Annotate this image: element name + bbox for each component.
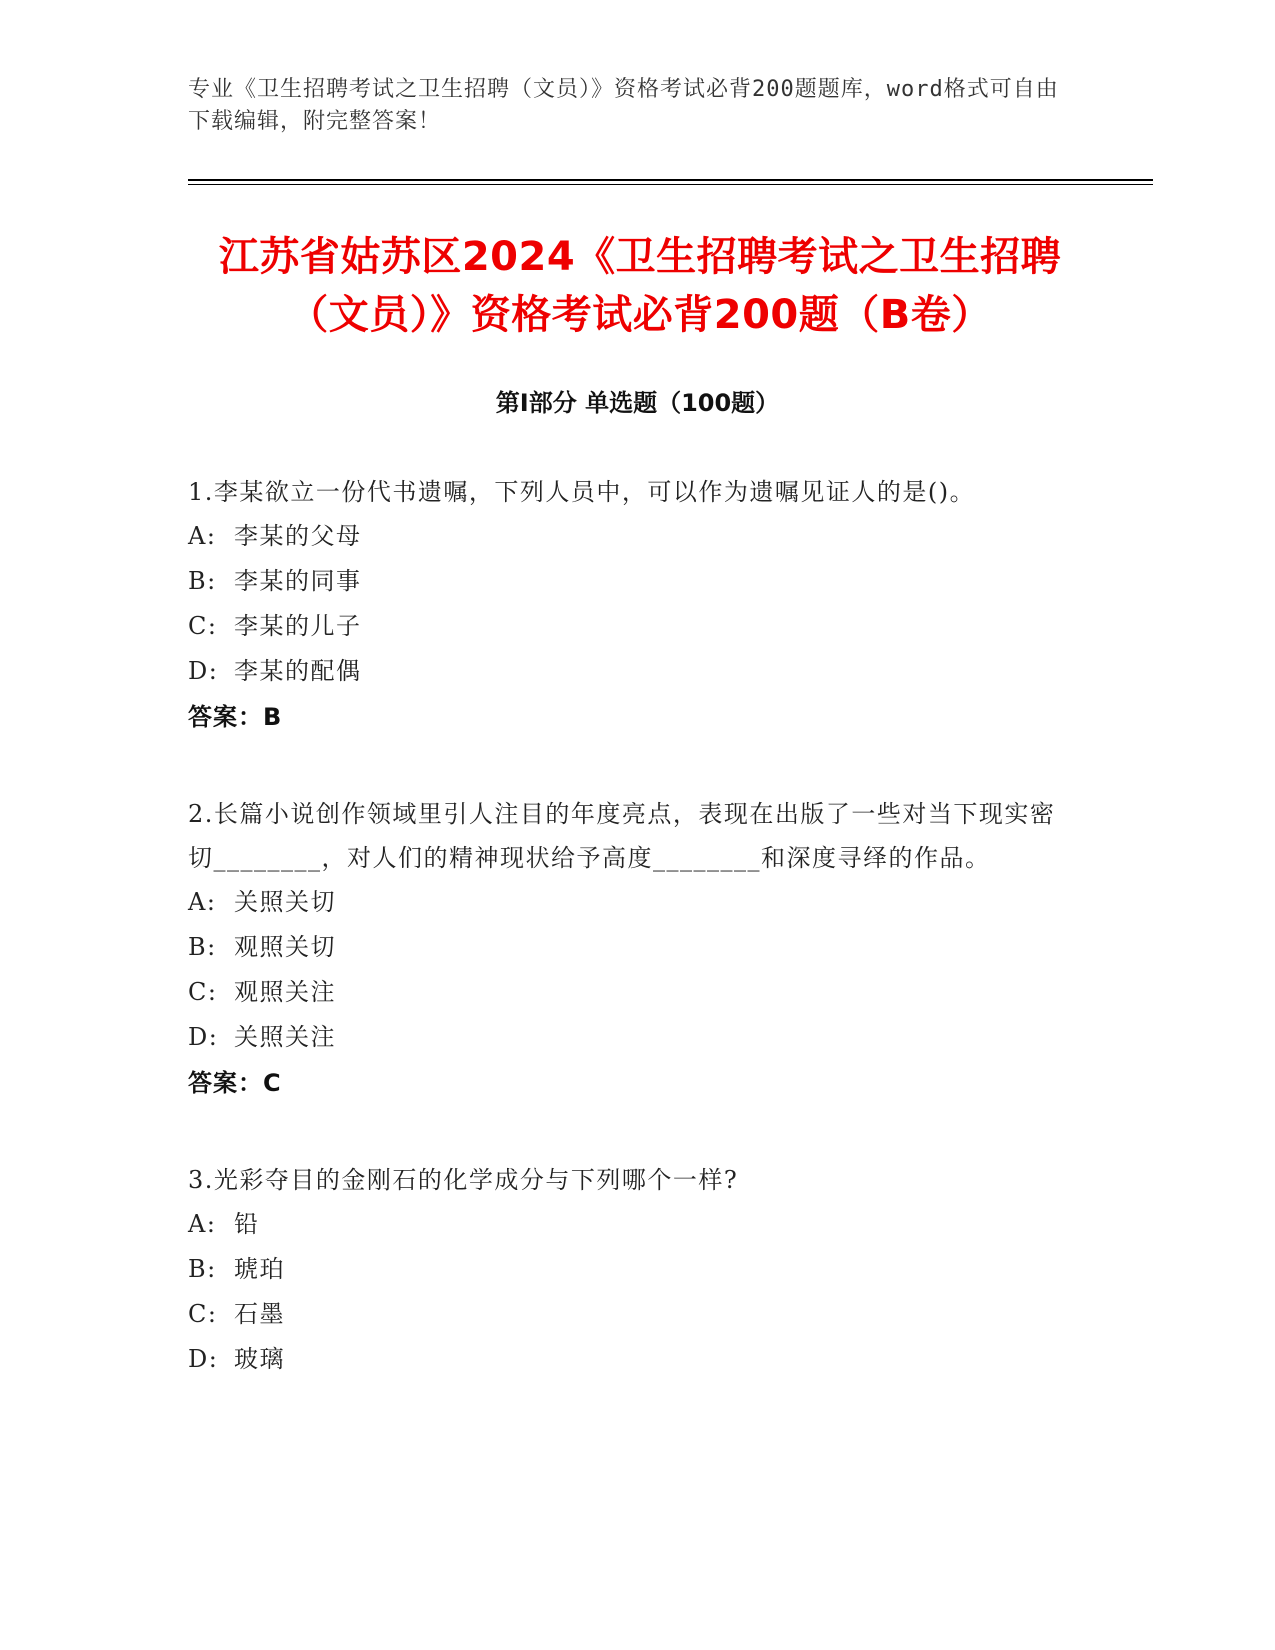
option-key: C: (188, 978, 218, 1006)
option-key: C: (188, 612, 218, 640)
option-key: D: (188, 1345, 219, 1373)
document-title: 江苏省姑苏区2024《卫生招聘考试之卫生招聘（文员）》资格考试必背200题（B卷） (218, 234, 1062, 338)
option-text: 观照关切 (234, 933, 336, 961)
option-b (188, 925, 1068, 970)
option-text: 李某的同事 (234, 567, 362, 595)
option-d (188, 649, 1068, 694)
option-b (188, 1247, 1068, 1292)
option-a (188, 1202, 1068, 1247)
option-text: 关照关注 (234, 1023, 336, 1051)
option-c (188, 970, 1068, 1015)
option-text: 李某的儿子 (234, 612, 362, 640)
header-divider-thin (188, 184, 1153, 185)
question-stem: 1.李某欲立一份代书遗嘱，下列人员中，可以作为遗嘱见证人的是()。 (188, 478, 976, 506)
question-stem: 3.光彩夺目的金刚石的化学成分与下列哪个一样? (188, 1166, 739, 1194)
document-header-note: 专业《卫生招聘考试之卫生招聘（文员）》资格考试必背200题题库，word格式可自由下载编辑，附完整答案！ (188, 77, 1059, 134)
option-d (188, 1015, 1068, 1060)
option-text: 观照关注 (234, 978, 336, 1006)
option-text: 琥珀 (234, 1255, 285, 1283)
answer-line: 答案：C (188, 1069, 282, 1097)
answer-line: 答案：B (188, 703, 283, 731)
question-stem: 2.长篇小说创作领域里引人注目的年度亮点，表现在出版了一些对当下现实密切________，对人们的精神现状给予高度________和深度寻绎的作品。 (188, 800, 1056, 872)
option-c (188, 604, 1068, 649)
question-3 (188, 1158, 1068, 1382)
option-b (188, 559, 1068, 604)
option-key: C: (188, 1300, 218, 1328)
option-key: B: (188, 1255, 217, 1283)
option-key: D: (188, 657, 219, 685)
option-text: 玻璃 (234, 1345, 285, 1373)
option-key: D: (188, 1023, 219, 1051)
option-text: 李某的配偶 (234, 657, 362, 685)
option-text: 关照关切 (234, 888, 336, 916)
option-a (188, 514, 1068, 559)
option-text: 李某的父母 (234, 522, 362, 550)
question-2 (188, 792, 1068, 1106)
option-key: A: (188, 522, 217, 550)
option-key: A: (188, 1210, 217, 1238)
option-a (188, 880, 1068, 925)
question-list (188, 470, 1068, 1434)
option-key: B: (188, 933, 217, 961)
option-key: A: (188, 888, 217, 916)
section-heading: 第Ⅰ部分 单选题（100题） (495, 389, 780, 417)
option-text: 铅 (234, 1210, 260, 1238)
option-text: 石墨 (234, 1300, 285, 1328)
option-c (188, 1292, 1068, 1337)
option-key: B: (188, 567, 217, 595)
header-divider-thick (188, 179, 1153, 181)
option-d (188, 1337, 1068, 1382)
question-1 (188, 470, 1068, 740)
